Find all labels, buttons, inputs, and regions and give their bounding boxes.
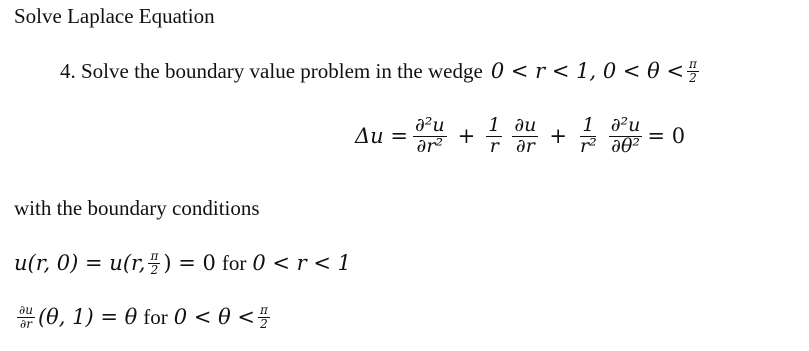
- condition-range: 0 < r < 1: [252, 251, 351, 276]
- term-d2u-dtheta2: [609, 116, 643, 157]
- plus-sign: +: [457, 124, 476, 149]
- problem-statement: [60, 58, 702, 84]
- fraction-numerator: π: [260, 303, 268, 317]
- equation-lhs: Δu =: [355, 124, 408, 149]
- fraction-numerator: π: [689, 57, 697, 71]
- condition-left: (θ, 1) = θ: [37, 305, 138, 330]
- for-label: for: [221, 250, 247, 275]
- term-one-over-r2: [578, 116, 599, 157]
- du-dr-fraction: [17, 304, 35, 330]
- fraction-numerator: ∂u: [19, 303, 33, 317]
- equation-rhs: = 0: [647, 124, 686, 149]
- pi-over-two-fraction: [148, 250, 160, 276]
- term-d2u-dr2: [413, 116, 447, 157]
- fraction-numerator: 1: [488, 114, 501, 136]
- fraction-numerator: π: [150, 249, 159, 263]
- fraction-denominator: 2: [150, 262, 159, 277]
- fraction-numerator: ∂²u: [610, 114, 641, 136]
- fraction-denominator: ∂r: [19, 316, 32, 331]
- boundary-condition-2: [14, 304, 273, 330]
- fraction-denominator: ∂r: [515, 134, 535, 157]
- fraction-denominator: ∂θ²: [611, 134, 641, 157]
- fraction-denominator: r: [489, 134, 499, 157]
- fraction-numerator: ∂u: [514, 114, 537, 136]
- problem-text: 4. Solve the boundary value problem in the wedge: [60, 58, 483, 83]
- boundary-condition-1: [14, 250, 351, 276]
- fraction-denominator: 2: [689, 70, 697, 85]
- fraction-numerator: ∂²u: [414, 114, 445, 136]
- fraction-denominator: ∂r²: [416, 134, 444, 157]
- page-title: Solve Laplace Equation: [14, 4, 215, 28]
- fraction-numerator: 1: [582, 114, 595, 136]
- condition-left: u(r, 0) = u(r,: [14, 251, 146, 276]
- condition-right: ) = 0: [163, 251, 216, 276]
- fraction-denominator: 2: [260, 316, 268, 331]
- term-du-dr: [512, 116, 538, 157]
- plus-sign: +: [549, 124, 568, 149]
- laplace-equation: [355, 116, 685, 157]
- pi-over-two-fraction: [258, 304, 270, 330]
- fraction-denominator: r²: [580, 134, 597, 157]
- conditions-intro: with the boundary conditions: [14, 196, 260, 220]
- condition-range: 0 < θ <: [173, 305, 256, 330]
- wedge-domain: 0 < r < 1, 0 < θ <: [490, 59, 685, 84]
- for-label: for: [143, 304, 168, 329]
- pi-over-two-fraction: [687, 58, 699, 84]
- term-one-over-r: [486, 116, 502, 157]
